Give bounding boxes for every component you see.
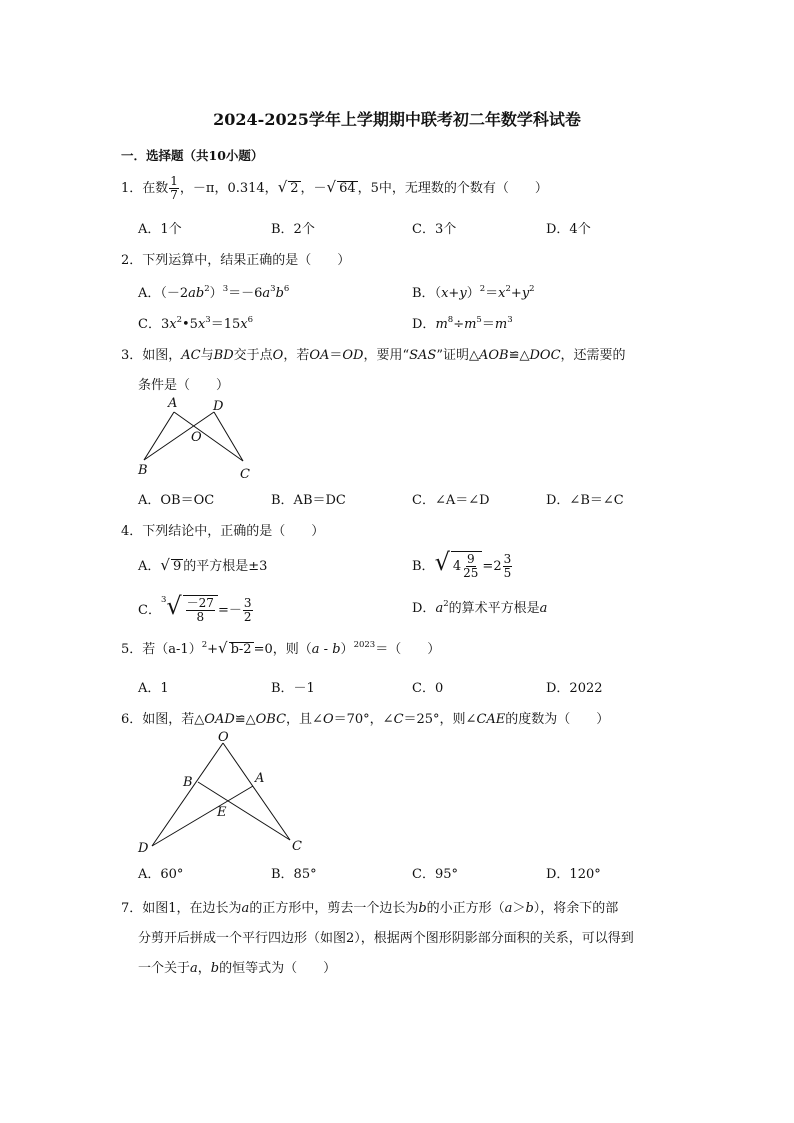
question-7-line1: 7．如图1，在边长为a的正方形中，剪去一个边长为b的小正方形（a＞b），将余下的部	[121, 901, 619, 916]
section-heading: 一．选择题（共10小题）	[121, 148, 264, 163]
q5-option-b[interactable]: B．－1	[271, 681, 315, 696]
q1-option-b[interactable]: B．2个	[271, 222, 315, 237]
segment-AC	[174, 412, 243, 461]
label-E: E	[217, 805, 227, 820]
fraction-one-seventh: $\frac{1}{7}$	[170, 174, 178, 202]
q4-option-c[interactable]: C．$^3$√ $\frac{-27}{8}$ =－ $\frac{3}{2}$	[138, 592, 252, 624]
segment-OC	[223, 743, 290, 840]
sqrt-symbol: √	[326, 178, 337, 196]
sqrt-symbol: √	[277, 178, 288, 196]
q5-option-c[interactable]: C．0	[412, 681, 444, 696]
page-title: 2024-2025学年上学期期中联考初二年数学科试卷	[213, 110, 581, 129]
q3-option-a[interactable]: A．OB＝OC	[138, 493, 215, 508]
question-7-line2: 分剪开后拼成一个平行四边形（如图2），根据两个图形阴影部分面积的关系，可以得到	[138, 931, 634, 946]
q3-option-b[interactable]: B．AB＝DC	[271, 493, 346, 508]
label-C: C	[240, 467, 250, 482]
question-1-stem: 1．在数 $\frac{1}{7}$ ，－π，0.314，√ 2 ，－√ 64 ，5中，无理数的个数有（ ）	[121, 174, 548, 202]
segment-BA	[144, 412, 174, 460]
q1-option-a[interactable]: A．1个	[138, 222, 182, 237]
label-D: D	[213, 399, 224, 414]
q6-option-d[interactable]: D．120°	[546, 867, 601, 882]
question-3-stem: 3．如图，AC与BD交于点O，若OA＝OD，要用“SAS”证明△AOB≌△DOC，还需要的	[121, 348, 626, 363]
question-5-stem: 5．若$(a-1)^2+√$ b-2 =0，则（a - b）$^{2023}$＝（ ）	[121, 639, 441, 657]
question-7-line3: 一个关于a，b的恒等式为（ ）	[138, 961, 337, 976]
q2-option-d[interactable]: D．$m^8\div m^5=m^3$	[412, 315, 513, 332]
q3-option-d[interactable]: D．∠B＝∠C	[546, 493, 624, 508]
segment-OD	[152, 743, 223, 846]
question-2-stem: 2．下列运算中，结果正确的是（ ）	[121, 253, 351, 268]
label-B: B	[138, 463, 148, 478]
q2-option-c[interactable]: C．$3x^2•5x^3=15x^6$	[138, 315, 254, 332]
segment-DA	[152, 786, 253, 846]
q3-figure	[130, 393, 270, 483]
q6-option-a[interactable]: A．60°	[138, 867, 184, 882]
question-4-stem: 4．下列结论中，正确的是（ ）	[121, 524, 325, 539]
label-O: O	[191, 430, 202, 445]
q6-option-b[interactable]: B．85°	[271, 867, 317, 882]
q1-option-d[interactable]: D．4个	[546, 222, 591, 237]
q6-option-c[interactable]: C．95°	[412, 867, 458, 882]
segment-DC	[214, 412, 243, 461]
question-3-stem-line2: 条件是（ ）	[138, 378, 230, 393]
q5-option-a[interactable]: A．1	[138, 681, 169, 696]
q4-option-b[interactable]: B．√ 4 $\frac{9}{25}$ =2 $\frac{3}{5}$	[412, 548, 512, 580]
label-O: O	[218, 730, 229, 745]
q5-option-d[interactable]: D．2022	[546, 681, 603, 696]
question-6-stem: 6．如图，若△OAD≌△OBC，且∠O＝70°，∠C＝25°，则∠CAE的度数为（ ）	[121, 712, 610, 727]
q4-option-d[interactable]: D．$a^2$的算术平方根是a	[412, 599, 548, 616]
q2-option-b[interactable]: B．$(x+y)^2=x^2+y^2$	[412, 284, 535, 301]
label-C: C	[292, 839, 302, 854]
q1-option-c[interactable]: C．3个	[412, 222, 457, 237]
q4-option-a[interactable]: A．√ 9 的平方根是±3	[138, 556, 268, 574]
label-A: A	[255, 771, 265, 786]
label-B: B	[183, 775, 193, 790]
q6-figure	[135, 728, 310, 856]
q2-option-a[interactable]: A．$(-2ab^2)^3=-6a^3b^6$	[138, 284, 290, 301]
segment-BD	[144, 412, 214, 460]
label-A: A	[168, 396, 178, 411]
q3-option-c[interactable]: C．∠A＝∠D	[412, 493, 490, 508]
label-D: D	[138, 841, 149, 856]
